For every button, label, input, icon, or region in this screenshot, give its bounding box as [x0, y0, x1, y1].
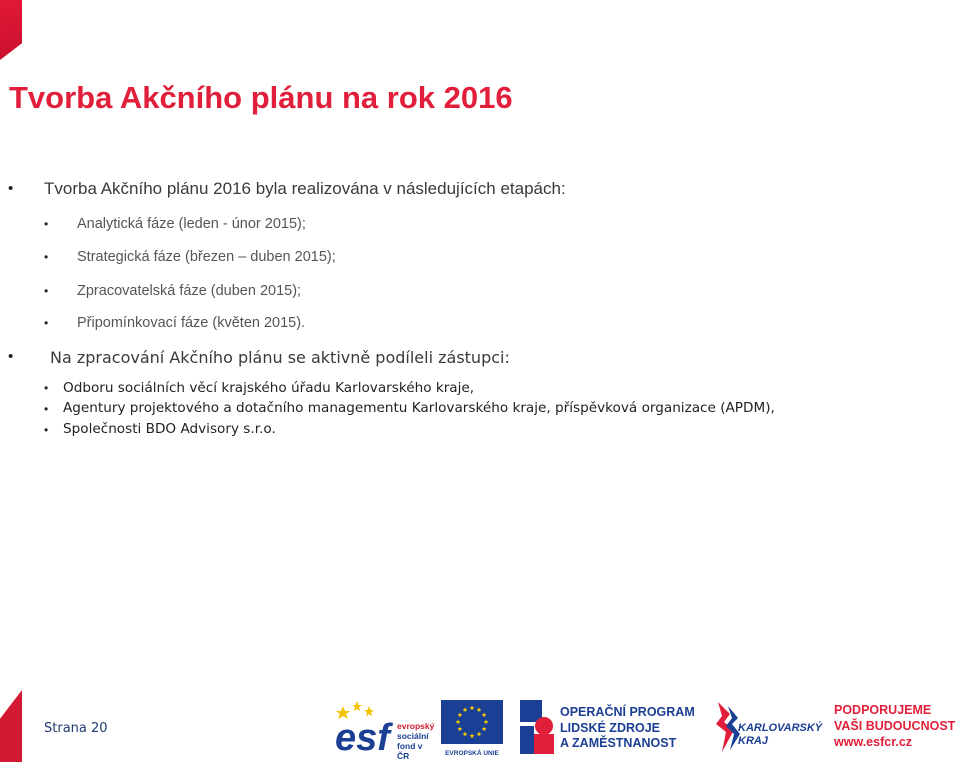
eu-flag-icon	[441, 700, 503, 744]
bullet-icon: •	[44, 284, 49, 298]
esf-logo-line: evropský	[397, 721, 435, 731]
karlovarsky-kraj-logo	[712, 700, 823, 754]
eu-logo-caption: EVROPSKÁ UNIE	[445, 750, 499, 757]
esfcr-link[interactable]: www.esfcr.cz	[834, 735, 913, 749]
bullet-icon: •	[44, 402, 49, 416]
bullet-icon: •	[8, 348, 14, 365]
list-item: Strategická fáze (březen – duben 2015);	[77, 249, 336, 265]
slogan-block	[834, 702, 958, 750]
kraj-logo-line: KRAJ	[738, 735, 768, 747]
svg-text:esf: esf	[335, 717, 390, 754]
bullet-icon: •	[44, 217, 49, 231]
bullet-icon: •	[44, 381, 49, 395]
kraj-logo-line: KARLOVARSKÝ	[738, 722, 823, 734]
esf-logo-line: fond v ČR	[397, 741, 423, 761]
op-logo-line: LIDSKÉ ZDROJE	[560, 720, 661, 735]
bullet-icon: •	[44, 423, 49, 437]
list-item: Odboru sociálních věcí krajského úřadu Karlovarského kraje,	[63, 380, 475, 396]
esf-logo-line: sociální	[397, 731, 429, 741]
list-item: Analytická fáze (leden - únor 2015);	[77, 216, 306, 232]
esf-logo	[333, 698, 437, 761]
section2-heading: Na zpracování Akčního plánu se aktivně podíleli zástupci:	[50, 348, 510, 367]
list-item: Připomínkovací fáze (květen 2015).	[77, 315, 306, 331]
corner-decoration-bottom	[0, 690, 22, 762]
list-item: Agentury projektového a dotačního managementu Karlovarského kraje, příspěvková organizace (APDM),	[63, 400, 775, 416]
page-number: Strana 20	[44, 721, 108, 736]
eu-logo	[441, 700, 503, 757]
op-lzz-logo	[520, 700, 706, 756]
esf-logo-text	[397, 721, 437, 761]
bullet-icon: •	[44, 250, 49, 264]
slide-title: Tvorba Akčního plánu na rok 2016	[9, 80, 513, 115]
op-logo-line: A ZAMĚSTNANOST	[560, 736, 677, 750]
section1-heading: Tvorba Akčního plánu 2016 byla realizována v následujících etapách:	[44, 179, 566, 198]
slogan-line: PODPORUJEME	[834, 703, 932, 717]
op-logo-text	[560, 705, 695, 752]
op-logo-line: OPERAČNÍ PROGRAM	[560, 705, 695, 719]
bullet-icon: •	[8, 180, 14, 197]
list-item: Společnosti BDO Advisory s.r.o.	[63, 421, 276, 437]
op-figure-icon	[520, 700, 556, 754]
list-item: Zpracovatelská fáze (duben 2015);	[77, 283, 302, 299]
bullet-icon: •	[44, 316, 49, 330]
slogan-line: VAŠI BUDOUCNOST	[834, 719, 956, 733]
corner-decoration-top	[0, 0, 22, 60]
kraj-logo-text	[738, 722, 822, 748]
